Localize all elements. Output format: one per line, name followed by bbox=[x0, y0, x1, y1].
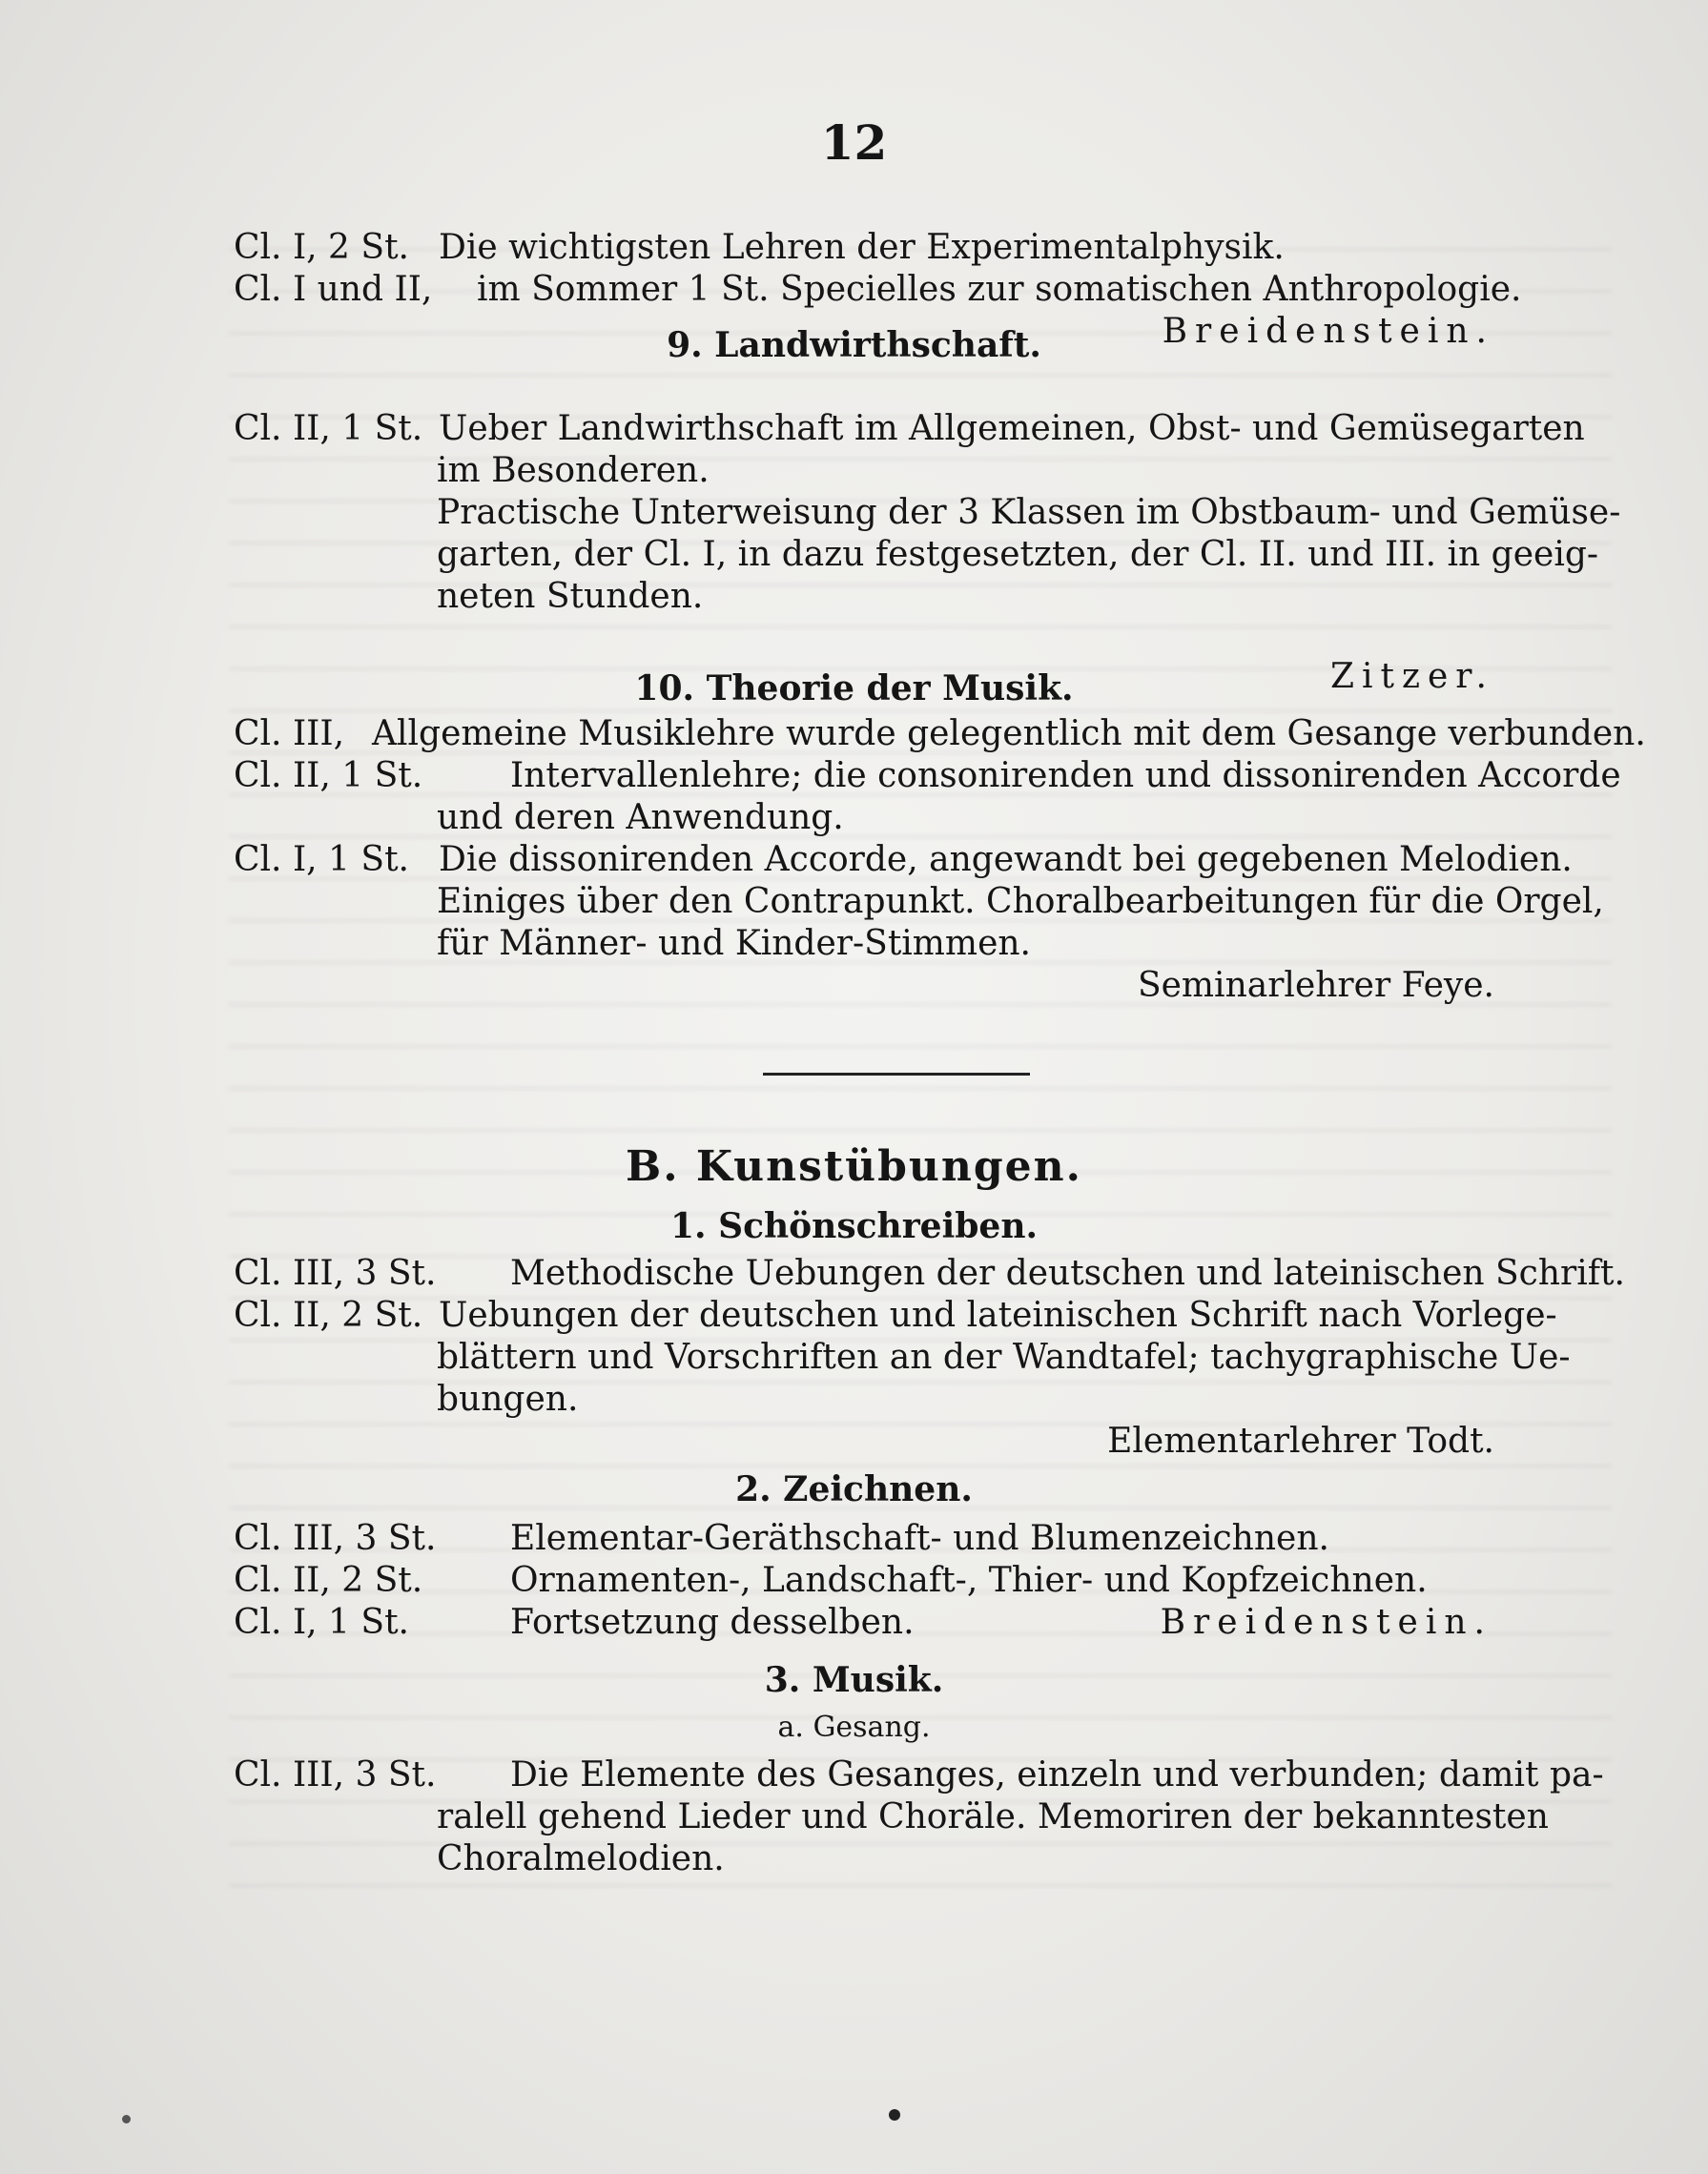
line-text: Elementar-Geräthschaft- und Blumenzeichnen. bbox=[510, 1519, 1329, 1558]
text-line bbox=[234, 1253, 1625, 1295]
text-line bbox=[234, 1754, 1604, 1796]
text-line bbox=[234, 1560, 1597, 1602]
text-line: Choralmelodien. bbox=[437, 1839, 725, 1878]
line-text: Uebungen der deutschen und lateinischen Schrift nach Vorlege- bbox=[439, 1296, 1557, 1335]
text-line: Einiges über den Contrapunkt. Choralbearbeitungen für die Orgel, bbox=[437, 882, 1604, 921]
class-label: Cl. III, 3 St. bbox=[234, 1254, 437, 1293]
section-heading-theorie: 10. Theorie der Musik. bbox=[634, 668, 1074, 708]
class-label: Cl. II, 2 St. bbox=[234, 1561, 423, 1600]
text-line: neten Stunden. bbox=[437, 577, 704, 616]
text-line bbox=[234, 408, 1597, 450]
class-label: Cl. III, 3 St. bbox=[234, 1755, 437, 1795]
signature: Seminarlehrer Feye. bbox=[1137, 966, 1494, 1005]
subsection-heading-gesang: a. Gesang. bbox=[777, 1711, 931, 1744]
text-line: für Männer- und Kinder-Stimmen. bbox=[437, 924, 1032, 963]
signature: Breidenstein. bbox=[1160, 1603, 1492, 1642]
text-line: blättern und Vorschriften an der Wandtafel; tachygraphische Ue- bbox=[437, 1338, 1571, 1377]
section-heading-landwirthschaft: 9. Landwirthschaft. bbox=[667, 325, 1041, 365]
section-divider bbox=[763, 1073, 1030, 1076]
text-line bbox=[234, 1602, 1597, 1644]
text-line bbox=[234, 1295, 1597, 1337]
text-line bbox=[234, 839, 1597, 881]
line-text: Die dissonirenden Accorde, angewandt bei gegebenen Melodien. bbox=[439, 840, 1573, 879]
text-line bbox=[234, 713, 1646, 755]
signature: Elementarlehrer Todt. bbox=[1107, 1422, 1494, 1461]
line-text: Allgemeine Musiklehre wurde gelegentlich mit dem Gesange verbunden. bbox=[372, 714, 1646, 753]
signature: Zitzer. bbox=[1330, 657, 1494, 696]
text-line: im Besonderen. bbox=[437, 451, 710, 490]
text-line: ralell gehend Lieder und Choräle. Memoriren der bekanntesten bbox=[437, 1797, 1549, 1836]
ink-spot bbox=[889, 2109, 900, 2121]
text-line bbox=[234, 227, 1597, 269]
line-text: Intervallenlehre; die consonirenden und dissonirenden Accorde bbox=[510, 756, 1621, 795]
class-label: Cl. I, 1 St. bbox=[234, 840, 409, 879]
text-line bbox=[234, 269, 1597, 311]
class-label: Cl. II, 1 St. bbox=[234, 756, 423, 795]
text-line: garten, der Cl. I, in dazu festgesetzten, der Cl. II. und III. in geeig- bbox=[437, 535, 1599, 574]
text-line bbox=[234, 755, 1621, 797]
class-label: Cl. II, 1 St. bbox=[234, 409, 423, 448]
text-line: bungen. bbox=[437, 1380, 579, 1419]
class-label: Cl. I, 1 St. bbox=[234, 1603, 409, 1642]
line-text: Ueber Landwirthschaft im Allgemeinen, Obst- und Gemüsegarten bbox=[439, 409, 1585, 448]
text-line: Practische Unterweisung der 3 Klassen im Obstbaum- und Gemüse- bbox=[437, 493, 1621, 532]
ink-spot bbox=[122, 2115, 131, 2123]
line-text: Methodische Uebungen der deutschen und lateinischen Schrift. bbox=[510, 1254, 1625, 1293]
section-heading-musik: 3. Musik. bbox=[764, 1660, 944, 1700]
signature: Breidenstein. bbox=[1162, 312, 1494, 351]
text-line: und deren Anwendung. bbox=[437, 798, 844, 837]
line-text: im Sommer 1 St. Specielles zur somatischen Anthropologie. bbox=[477, 270, 1522, 309]
page-number: 12 bbox=[820, 114, 888, 171]
line-text: Ornamenten-, Landschaft-, Thier- und Kopfzeichnen. bbox=[510, 1561, 1428, 1600]
line-text: Die Elemente des Gesanges, einzeln und verbunden; damit pa- bbox=[510, 1755, 1604, 1795]
class-label: Cl. II, 2 St. bbox=[234, 1296, 423, 1335]
section-heading-zeichnen: 2. Zeichnen. bbox=[735, 1469, 973, 1509]
class-label: Cl. III, bbox=[234, 714, 345, 753]
class-label: Cl. III, 3 St. bbox=[234, 1519, 437, 1558]
text-line bbox=[234, 1518, 1597, 1560]
class-label: Cl. I, 2 St. bbox=[234, 228, 409, 267]
line-text: Die wichtigsten Lehren der Experimentalphysik. bbox=[439, 228, 1285, 267]
section-heading-schoenschreiben: 1. Schönschreiben. bbox=[669, 1206, 1039, 1246]
class-label: Cl. I und II, bbox=[234, 270, 433, 309]
line-text: Fortsetzung desselben. bbox=[510, 1603, 915, 1642]
part-heading-kunstuebungen: B. Kunstübungen. bbox=[626, 1142, 1082, 1191]
